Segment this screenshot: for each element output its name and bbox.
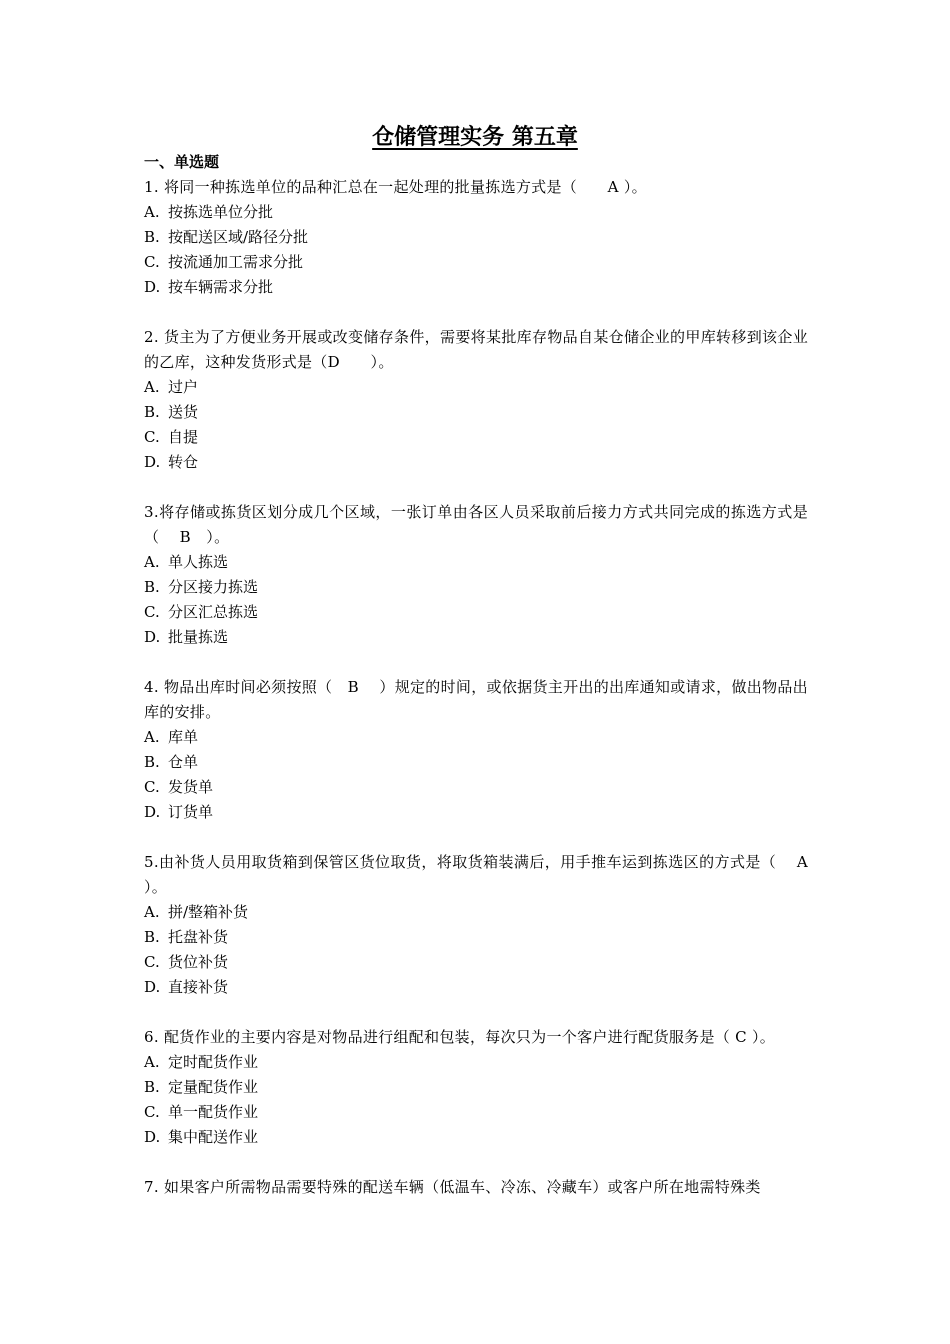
option-letter: A. <box>144 1053 160 1071</box>
option-text: 分区接力拣选 <box>168 578 259 596</box>
option-text: 订货单 <box>168 803 214 821</box>
option-b <box>144 1075 808 1100</box>
option-d <box>144 275 808 300</box>
option-d <box>144 800 808 825</box>
option-a <box>144 375 808 400</box>
option-b <box>144 750 808 775</box>
document-body <box>144 150 808 1225</box>
option-text: 按配送区域/路径分批 <box>168 228 309 246</box>
option-text: 按流通加工需求分批 <box>168 253 304 271</box>
option-letter: B. <box>144 1078 160 1096</box>
question-stem: 2. 货主为了方便业务开展或改变储存条件，需要将某批库存物品自某仓储企业的甲库转移到该企业的乙库，这种发货形式是（D ）。 <box>144 328 808 371</box>
option-letter: B. <box>144 928 160 946</box>
option-text: 单人拣选 <box>168 553 229 571</box>
option-text: 定量配货作业 <box>168 1078 259 1096</box>
option-a <box>144 1050 808 1075</box>
option-text: 仓单 <box>168 753 199 771</box>
question-stem: 6. 配货作业的主要内容是对物品进行组配和包装，每次只为一个客户进行配货服务是（ C ）。 <box>144 1028 776 1046</box>
option-text: 自提 <box>168 428 199 446</box>
section-heading: 一、单选题 <box>144 153 220 171</box>
option-a <box>144 725 808 750</box>
option-text: 发货单 <box>168 778 214 796</box>
option-text: 过户 <box>168 378 199 396</box>
question-3 <box>144 500 808 650</box>
option-text: 定时配货作业 <box>168 1053 259 1071</box>
question-stem: 5.由补货人员用取货箱到保管区货位取货，将取货箱装满后，用手推车运到拣选区的方式是（ A ）。 <box>144 853 808 896</box>
option-letter: D. <box>144 453 161 471</box>
option-letter: A. <box>144 378 160 396</box>
option-letter: C. <box>144 428 160 446</box>
option-letter: C. <box>144 603 160 621</box>
option-letter: C. <box>144 253 160 271</box>
option-text: 库单 <box>168 728 199 746</box>
question-stem: 7. 如果客户所需物品需要特殊的配送车辆（低温车、冷冻、冷藏车）或客户所在地需特殊类 <box>144 1178 761 1196</box>
option-letter: D. <box>144 978 161 996</box>
option-text: 托盘补货 <box>168 928 229 946</box>
option-c <box>144 950 808 975</box>
option-d <box>144 1125 808 1150</box>
question-stem: 3.将存储或拣货区划分成几个区域，一张订单由各区人员采取前后接力方式共同完成的拣选方式是（ B ）。 <box>144 503 808 546</box>
question-6 <box>144 1025 808 1150</box>
question-5 <box>144 850 808 1000</box>
question-4 <box>144 675 808 825</box>
option-letter: B. <box>144 403 160 421</box>
option-text: 拼/整箱补货 <box>168 903 249 921</box>
option-letter: C. <box>144 778 160 796</box>
option-text: 送货 <box>168 403 199 421</box>
option-letter: A. <box>144 553 160 571</box>
option-letter: B. <box>144 578 160 596</box>
option-a <box>144 550 808 575</box>
question-stem: 4. 物品出库时间必须按照（ B ）规定的时间，或依据货主开出的出库通知或请求，做出物品出库的安排。 <box>144 678 808 721</box>
question-2 <box>144 325 808 475</box>
option-c <box>144 1100 808 1125</box>
option-a <box>144 900 808 925</box>
option-text: 按拣选单位分批 <box>168 203 274 221</box>
title-text: 仓储管理实务 第五章 <box>372 124 578 150</box>
option-c <box>144 600 808 625</box>
option-text: 直接补货 <box>168 978 229 996</box>
option-text: 批量拣选 <box>168 628 229 646</box>
option-text: 集中配送作业 <box>168 1128 259 1146</box>
option-text: 转仓 <box>168 453 199 471</box>
option-letter: C. <box>144 953 160 971</box>
option-c <box>144 250 808 275</box>
option-b <box>144 575 808 600</box>
option-text: 单一配货作业 <box>168 1103 259 1121</box>
option-letter: A. <box>144 903 160 921</box>
option-text: 货位补货 <box>168 953 229 971</box>
option-d <box>144 975 808 1000</box>
question-7 <box>144 1175 808 1200</box>
question-stem: 1. 将同一种拣选单位的品种汇总在一起处理的批量拣选方式是（ A ）。 <box>144 178 647 196</box>
option-b <box>144 225 808 250</box>
question-1 <box>144 175 808 300</box>
option-letter: C. <box>144 1103 160 1121</box>
option-letter: B. <box>144 228 160 246</box>
option-b <box>144 400 808 425</box>
option-c <box>144 425 808 450</box>
option-letter: A. <box>144 203 160 221</box>
option-d <box>144 625 808 650</box>
option-letter: D. <box>144 628 161 646</box>
option-a <box>144 200 808 225</box>
option-text: 按车辆需求分批 <box>168 278 274 296</box>
option-letter: B. <box>144 753 160 771</box>
option-letter: D. <box>144 278 161 296</box>
document-title <box>0 122 950 152</box>
option-letter: D. <box>144 1128 161 1146</box>
option-text: 分区汇总拣选 <box>168 603 259 621</box>
option-letter: D. <box>144 803 161 821</box>
option-b <box>144 925 808 950</box>
option-d <box>144 450 808 475</box>
option-letter: A. <box>144 728 160 746</box>
option-c <box>144 775 808 800</box>
